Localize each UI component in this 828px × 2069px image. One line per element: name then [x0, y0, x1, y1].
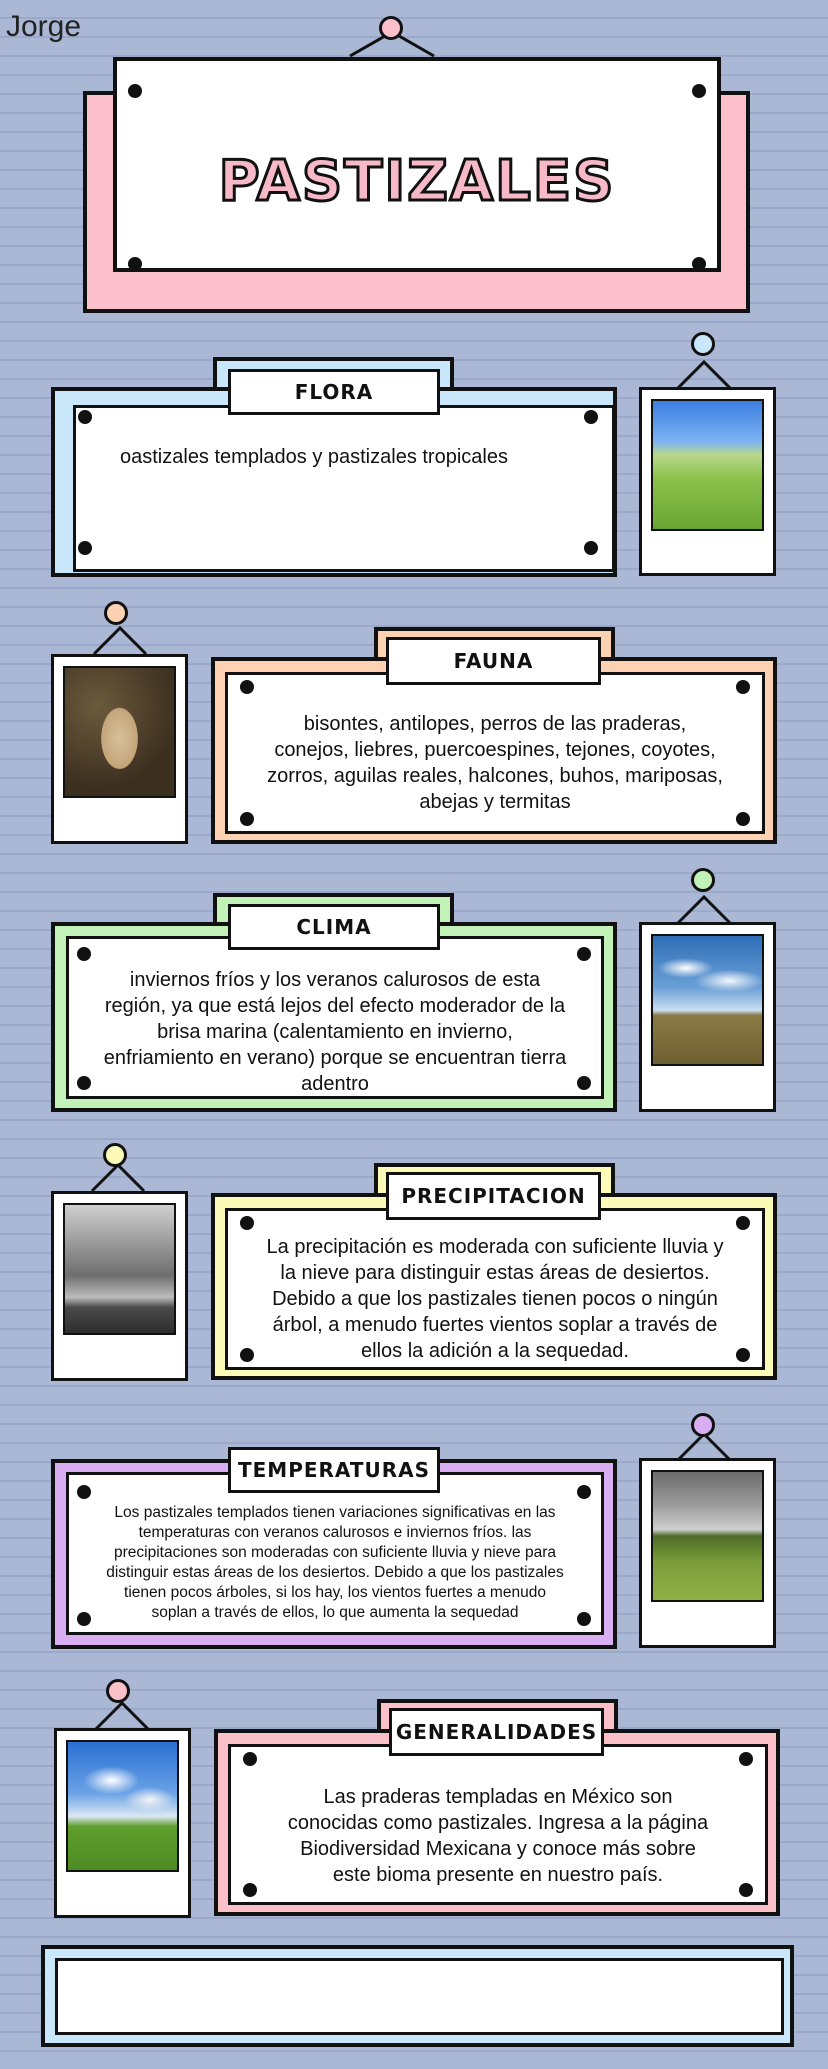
flora-photo-frame — [639, 387, 776, 576]
generalidades-pin — [106, 1679, 130, 1703]
precipitacion-card — [225, 1208, 765, 1370]
flora-pin — [691, 332, 715, 356]
temperaturas-pin — [691, 1413, 715, 1437]
clima-heading: CLIMA — [228, 904, 440, 950]
fauna-text: bisontes, antilopes, perros de las praderas, conejos, liebres, puercoespines, tejones, coyotes, zorros, aguilas reales, halcones, buhos, mariposas, abejas y termitas — [267, 713, 723, 813]
grass-field-photo — [651, 399, 764, 531]
precipitacion-pin — [103, 1143, 127, 1167]
flora-text: oastizales templados y pastizales tropicales — [120, 446, 508, 468]
title-card — [113, 57, 721, 272]
cloudy-meadow-photo — [651, 1470, 764, 1602]
clima-card — [66, 936, 604, 1099]
title-pin — [379, 16, 403, 40]
fauna-pin — [104, 601, 128, 625]
savanna-sky-photo — [651, 934, 764, 1066]
footer-card — [55, 1958, 784, 2035]
clima-text: inviernos fríos y los veranos calurosos de esta región, ya que está lejos del efecto moderador de la brisa marina (calentamiento en invierno, enfriamiento en verano) porque se encuentran tierra adentro — [103, 968, 567, 1095]
temperaturas-photo-frame — [639, 1458, 776, 1648]
generalidades-card — [228, 1744, 768, 1905]
page-title: PASTIZALES — [218, 149, 616, 214]
author-name: Jorge — [6, 10, 82, 43]
precipitacion-photo-frame — [51, 1191, 188, 1381]
temperaturas-text: Los pastizales templados tienen variaciones significativas en las temperaturas con veranos calurosos e inviernos fríos. las precipitaciones son moderadas con suficiente lluvia y nieve para distinguir estas áreas de los desiertos. Debido a que los pastizales tienen pocos árboles, si los hay, los vientos fuertes a menudo soplan a través de ellos, lo que aumenta la sequedad — [106, 1503, 564, 1621]
precipitacion-heading: PRECIPITACION — [386, 1172, 601, 1220]
fauna-photo-frame — [51, 654, 188, 844]
flora-card — [73, 405, 615, 572]
cattle-pasture-photo — [66, 1740, 179, 1872]
temperaturas-heading: TEMPERATURAS — [228, 1447, 440, 1493]
generalidades-heading: GENERALIDADES — [389, 1708, 604, 1756]
generalidades-photo-frame — [54, 1728, 191, 1918]
fauna-card — [225, 672, 765, 834]
temperaturas-card — [66, 1472, 604, 1635]
stormy-plain-photo — [63, 1203, 176, 1335]
clima-pin — [691, 868, 715, 892]
precipitacion-text: La precipitación es moderada con suficiente lluvia y la nieve para distinguir estas áreas de desiertos. Debido a que los pastizales tienen pocos o ningún árbol, a menudo fuertes vientos soplar a través de ellos la adición a la sequedad. — [266, 1236, 724, 1362]
prairie-dog-photo — [63, 666, 176, 798]
clima-photo-frame — [639, 922, 776, 1112]
flora-heading: FLORA — [228, 369, 440, 415]
generalidades-text: Las praderas templadas en México son conocidas como pastizales. Ingresa a la página Biodiversidad Mexicana y conoce más sobre este bioma presente en nuestro país. — [287, 1785, 709, 1886]
fauna-heading: FAUNA — [386, 637, 601, 685]
